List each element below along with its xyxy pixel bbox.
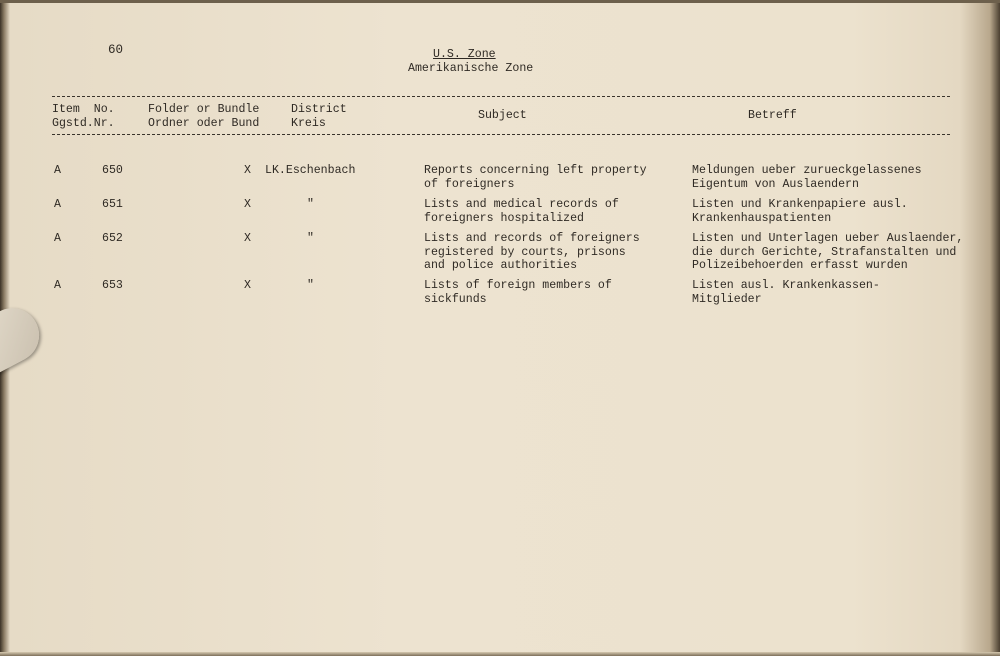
row-652-subject: Lists and records of foreigners registered by courts, prisons and police authorities bbox=[424, 232, 640, 273]
page-top-edge bbox=[0, 0, 1000, 3]
row-653-folder: X bbox=[244, 279, 251, 292]
row-652-betreff: Listen und Unterlagen ueber Auslaender, die durch Gerichte, Strafanstalten und Polizeibehoerden erfasst wurden bbox=[692, 232, 964, 273]
row-650-betreff: Meldungen ueber zurueckgelassenes Eigentum von Auslaendern bbox=[692, 164, 922, 191]
row-651-item: A bbox=[54, 198, 61, 211]
page-number: 60 bbox=[108, 43, 124, 57]
col-betreff-header: Betreff bbox=[748, 109, 797, 122]
row-653-district: " bbox=[307, 279, 314, 292]
row-651-betreff: Listen und Krankenpapiere ausl. Krankenhauspatienten bbox=[692, 198, 908, 225]
table-top-rule bbox=[52, 96, 950, 97]
row-652-item: A bbox=[54, 232, 61, 245]
row-653-item: A bbox=[54, 279, 61, 292]
col-folder-header: Folder or Bundle Ordner oder Bund bbox=[148, 103, 260, 130]
row-651-subject: Lists and medical records of foreigners hospitalized bbox=[424, 198, 619, 225]
col-district-header: District Kreis bbox=[291, 103, 347, 130]
row-652-no: 652 bbox=[102, 232, 123, 245]
header-title: U.S. Zone bbox=[433, 48, 496, 61]
row-651-no: 651 bbox=[102, 198, 123, 211]
row-651-district: " bbox=[307, 198, 314, 211]
row-650-subject: Reports concerning left property of foreigners bbox=[424, 164, 647, 191]
col-item-header: Item No. Ggstd.Nr. bbox=[52, 103, 115, 130]
index-tab bbox=[0, 299, 49, 380]
row-652-folder: X bbox=[244, 232, 251, 245]
row-650-item: A bbox=[54, 164, 61, 177]
row-652-district: " bbox=[307, 232, 314, 245]
row-653-betreff: Listen ausl. Krankenkassen- Mitglieder bbox=[692, 279, 880, 306]
row-651-folder: X bbox=[244, 198, 251, 211]
row-650-district: LK.Eschenbach bbox=[265, 164, 356, 177]
page-bottom-edge bbox=[0, 652, 1000, 656]
row-650-folder: X bbox=[244, 164, 251, 177]
row-653-subject: Lists of foreign members of sickfunds bbox=[424, 279, 612, 306]
header-subtitle: Amerikanische Zone bbox=[408, 62, 534, 75]
row-653-no: 653 bbox=[102, 279, 123, 292]
col-subject-header: Subject bbox=[478, 109, 527, 122]
table-header-rule bbox=[52, 134, 950, 135]
row-650-no: 650 bbox=[102, 164, 123, 177]
